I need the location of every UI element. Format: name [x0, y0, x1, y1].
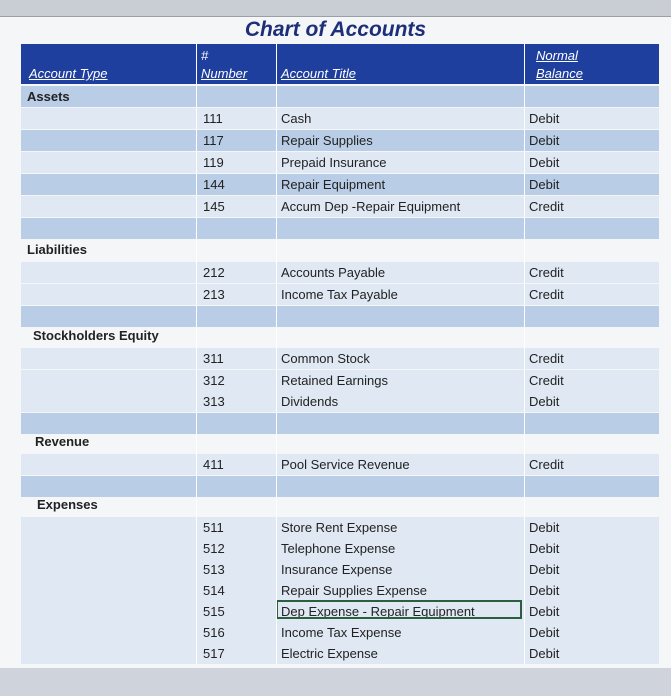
header-normal[interactable]: Normal [536, 48, 578, 63]
table-row[interactable] [21, 538, 659, 559]
normal-balance: Debit [529, 625, 560, 640]
table-row[interactable] [21, 152, 659, 173]
account-title: Insurance Expense [281, 562, 393, 577]
table-row[interactable] [21, 284, 659, 305]
account-title: Store Rent Expense [281, 520, 398, 535]
table-row[interactable] [21, 174, 659, 195]
selected-cell[interactable] [276, 600, 522, 619]
normal-balance: Credit [529, 287, 564, 302]
account-title: Income Tax Expense [281, 625, 402, 640]
table-row[interactable] [21, 454, 659, 475]
normal-balance: Credit [529, 457, 564, 472]
normal-balance: Debit [529, 133, 560, 148]
account-title: Repair Equipment [281, 177, 386, 192]
column-divider [196, 44, 197, 664]
category-expenses: Expenses [37, 497, 98, 512]
category-liabilities: Liabilities [27, 242, 87, 257]
account-number: 313 [203, 394, 225, 409]
normal-balance: Debit [529, 394, 560, 409]
table-row[interactable] [21, 517, 659, 538]
table-row[interactable] [21, 196, 659, 217]
table-row[interactable] [21, 643, 659, 664]
normal-balance: Debit [529, 111, 560, 126]
normal-balance: Debit [529, 562, 560, 577]
account-number: 117 [203, 133, 224, 148]
account-title: Retained Earnings [281, 373, 388, 388]
account-number: 513 [203, 562, 225, 577]
normal-balance: Debit [529, 155, 560, 170]
column-divider [524, 44, 525, 664]
account-number: 515 [203, 604, 225, 619]
account-title: Electric Expense [281, 646, 378, 661]
toolbar-strip [0, 0, 671, 17]
account-number: 144 [203, 177, 225, 192]
header-balance[interactable]: Balance [536, 66, 583, 81]
account-number: 119 [203, 155, 224, 170]
spacer-row[interactable] [21, 218, 659, 239]
account-number: 516 [203, 625, 225, 640]
account-number: 411 [203, 457, 224, 472]
spacer-row[interactable] [21, 413, 659, 434]
header-account-title[interactable]: Account Title [281, 66, 357, 81]
normal-balance: Debit [529, 541, 560, 556]
table-row[interactable] [21, 370, 659, 391]
category-row-assets[interactable] [21, 86, 659, 107]
account-number: 111 [203, 111, 223, 126]
header-account-type[interactable]: Account Type [29, 66, 108, 81]
account-title: Pool Service Revenue [281, 457, 410, 472]
normal-balance: Debit [529, 604, 560, 619]
spacer-row[interactable] [21, 476, 659, 497]
table-row[interactable] [21, 262, 659, 283]
account-title: Common Stock [281, 351, 370, 366]
normal-balance: Credit [529, 373, 564, 388]
account-title: Dep Expense - Repair Equipment [281, 604, 475, 619]
account-title: Telephone Expense [281, 541, 396, 556]
account-title: Accounts Payable [281, 265, 386, 280]
account-title: Cash [281, 111, 312, 126]
account-number: 311 [203, 351, 224, 366]
spacer-row[interactable] [21, 306, 659, 327]
account-number: 213 [203, 287, 225, 302]
account-title: Income Tax Payable [281, 287, 398, 302]
account-number: 511 [203, 520, 224, 535]
account-title: Repair Supplies [281, 133, 373, 148]
category-revenue: Revenue [35, 434, 90, 449]
table-row[interactable] [21, 391, 659, 412]
normal-balance: Credit [529, 265, 564, 280]
bottom-strip [0, 668, 671, 696]
account-title: Dividends [281, 394, 339, 409]
category-assets: Assets [27, 89, 70, 104]
normal-balance: Debit [529, 177, 560, 192]
page-title: Chart of Accounts [244, 18, 427, 41]
normal-balance: Debit [529, 583, 560, 598]
table-row[interactable] [21, 348, 659, 369]
account-number: 212 [203, 265, 225, 280]
table-row[interactable] [21, 130, 659, 151]
account-title: Repair Supplies Expense [281, 583, 427, 598]
header-number-symbol[interactable]: # [201, 48, 209, 63]
normal-balance: Credit [529, 199, 564, 214]
table-header [21, 44, 659, 84]
account-title: Prepaid Insurance [281, 155, 387, 170]
header-number[interactable]: Number [201, 66, 248, 81]
account-number: 312 [203, 373, 225, 388]
table-row[interactable] [21, 580, 659, 601]
normal-balance: Debit [529, 520, 560, 535]
table-row[interactable] [21, 108, 659, 129]
account-number: 145 [203, 199, 225, 214]
account-number: 512 [203, 541, 225, 556]
account-number: 517 [203, 646, 225, 661]
account-title: Accum Dep -Repair Equipment [281, 199, 461, 214]
table-row[interactable] [21, 559, 659, 580]
account-number: 514 [203, 583, 225, 598]
column-divider [276, 44, 277, 664]
table-row[interactable] [21, 622, 659, 643]
category-equity: Stockholders Equity [33, 328, 159, 343]
normal-balance: Credit [529, 351, 564, 366]
normal-balance: Debit [529, 646, 560, 661]
